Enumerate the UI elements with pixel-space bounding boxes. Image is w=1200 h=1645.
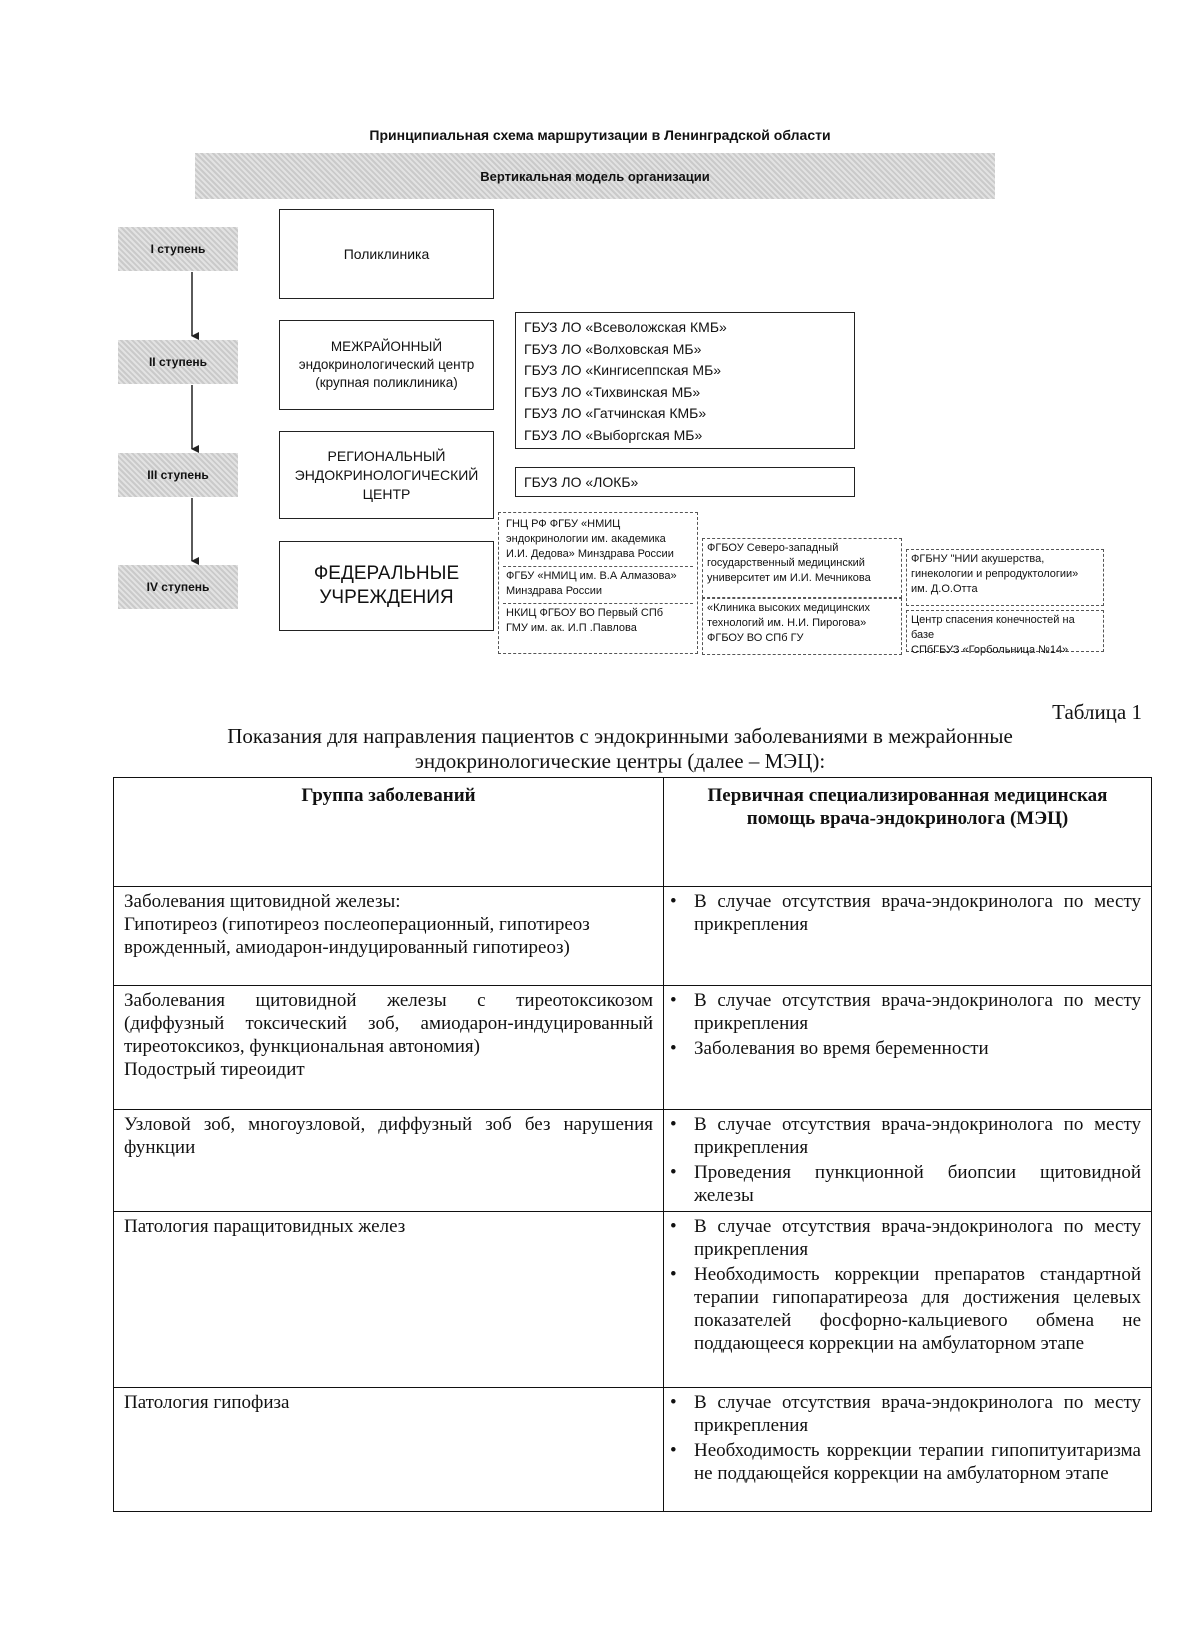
indications-cell — [664, 887, 1152, 986]
federal-org-line: Центр спасения конечностей на базе — [911, 614, 1075, 641]
federal-org-line: государственный медицинский — [707, 557, 865, 569]
level-2-line-3: (крупная поликлиника) — [315, 375, 458, 390]
federal-org-line: ГНЦ РФ ФГБУ «НМИЦ — [506, 518, 621, 530]
table-row — [114, 1388, 1152, 1512]
indication-item: • Заболевания во время беременности — [668, 1037, 1141, 1060]
step-label-1: I ступень — [118, 227, 238, 271]
federal-org-line: университет им И.И. Мечникова — [707, 572, 871, 584]
level-1-box — [279, 209, 494, 299]
federal-org-line: ФГБНУ "НИИ акушерства, — [911, 553, 1045, 565]
disease-group-text: Заболевания щитовидной железы с тиреотоксикозом (диффузный токсический зоб, амиодарон-индуцированный тиреотоксикоз, функциональная автономия) — [124, 990, 653, 1057]
step-label-3: III ступень — [118, 453, 238, 497]
indication-item: • Необходимость коррекции терапии гипопитуитаризма не поддающейся коррекции на амбулаторном этапе — [668, 1439, 1141, 1485]
indication-item: • В случае отсутствия врача-эндокринолога по месту прикрепления — [668, 989, 1141, 1035]
indications-table — [113, 777, 1152, 1512]
level-3-line-1: РЕГИОНАЛЬНЫЙ — [327, 447, 446, 464]
federal-org-line: ФГБУ «НМИЦ им. В.А Алмазова» — [506, 570, 677, 582]
indication-item: • В случае отсутствия врача-эндокринолога по месту прикрепления — [668, 1113, 1141, 1159]
level-2-box — [279, 320, 494, 410]
level-4-box — [279, 541, 494, 631]
table-number: Таблица 1 — [1052, 700, 1142, 724]
indication-item: • Проведения пункционной биопсии щитовидной железы — [668, 1161, 1141, 1207]
disease-group-text: Патология гипофиза — [124, 1392, 290, 1413]
indication-item: • В случае отсутствия врача-эндокринолога по месту прикрепления — [668, 890, 1141, 936]
federal-org — [906, 610, 1104, 656]
gbuz-list-box — [515, 312, 855, 449]
federal-org — [503, 515, 693, 567]
level-4-line-2: УЧРЕЖДЕНИЯ — [319, 587, 454, 608]
federal-org-line: технологий им. Н.И. Пирогова» — [707, 617, 867, 629]
disease-group-cell — [114, 887, 664, 986]
gbuz-item: ГБУЗ ЛО «Всеволожская КМБ» — [524, 319, 727, 335]
federal-org — [702, 538, 902, 598]
table-row — [114, 986, 1152, 1110]
level-3-line-2: ЭНДОКРИНОЛОГИЧЕСКИЙ — [294, 466, 479, 483]
federal-org-line: ФГБОУ Северо-западный — [707, 542, 839, 554]
disease-group-text: Патология паращитовидных желез — [124, 1216, 406, 1237]
step-label-2: II ступень — [118, 340, 238, 384]
table-caption — [140, 724, 1100, 774]
disease-group-cell — [114, 1110, 664, 1212]
indications-cell — [664, 1212, 1152, 1388]
level-4-line-1: ФЕДЕРАЛЬНЫЕ — [313, 563, 460, 584]
indication-item: • В случае отсутствия врача-эндокринолога по месту прикрепления — [668, 1391, 1141, 1437]
level-2-line-2: эндокринологический центр — [298, 357, 475, 372]
level-1-line: Поликлиника — [343, 246, 430, 262]
step-label-4: IV ступень — [118, 565, 238, 609]
table-row — [114, 887, 1152, 986]
federal-org-line: гинекологии и репродуктологии» — [911, 568, 1079, 580]
table-caption-line: эндокринологические центры (далее – МЭЦ): — [414, 749, 826, 773]
header-disease-group: Группа заболеваний — [114, 778, 664, 887]
table-header-row — [114, 778, 1152, 887]
gbuz-item: ГБУЗ ЛО «Волховская МБ» — [524, 340, 702, 357]
federal-org — [702, 598, 902, 655]
level-3-box — [279, 431, 494, 519]
disease-group-cell — [114, 1388, 664, 1512]
disease-group-text: Узловой зоб, многоузловой, диффузный зоб без нарушения функции — [124, 1114, 653, 1158]
federal-org — [503, 604, 693, 640]
federal-org — [503, 567, 693, 604]
indications-cell — [664, 986, 1152, 1110]
indication-item: • Необходимость коррекции препаратов стандартной терапии гипопаратиреоза для достижения целевых показателей фосфорно-кальциевого обмена не поддающееся коррекции на амбулаторном этапе — [668, 1263, 1141, 1355]
indications-cell — [664, 1110, 1152, 1212]
federal-org-line: эндокринологии им. академика — [506, 533, 666, 545]
disease-group-text: Гипотиреоз (гипотиреоз послеоперационный, гипотиреоз врожденный, амиодарон-индуцированный гипотиреоз) — [124, 914, 590, 958]
federal-org-line: Минздрава России — [506, 585, 602, 597]
table-caption-line: Показания для направления пациентов с эндокринными заболеваниями в межрайонные — [227, 724, 1013, 748]
federal-org-line: ФГБОУ ВО СПб ГУ — [707, 632, 804, 644]
indications-cell — [664, 1388, 1152, 1512]
gbuz-item: ГБУЗ ЛО «Тихвинская МБ» — [524, 383, 701, 400]
federal-org-line: И.И. Дедова» Минздрава России — [506, 548, 674, 560]
federal-org-line: ГМУ им. ак. И.П .Павлова — [506, 622, 637, 634]
disease-group-cell — [114, 986, 664, 1110]
scheme-title: Принципиальная схема маршрутизации в Ленинградской области — [369, 127, 831, 143]
level-3-line-3: ЦЕНТР — [362, 485, 411, 502]
level-2-line-1: МЕЖРАЙОННЫЙ — [330, 339, 443, 354]
federal-group-1 — [498, 512, 698, 654]
table-row — [114, 1110, 1152, 1212]
gbuz-item: ГБУЗ ЛО «Гатчинская КМБ» — [524, 405, 707, 421]
table-row — [114, 1212, 1152, 1388]
federal-org-line: СПбГБУЗ «Горбольница №14» — [911, 644, 1069, 656]
gbuz-item: ГБУЗ ЛО «Кингисеппская МБ» — [524, 362, 722, 378]
federal-org-line: НКИЦ ФГБОУ ВО Первый СПб — [506, 607, 664, 619]
federal-org-line: им. Д.О.Отта — [911, 583, 978, 595]
gbuz-item: ГБУЗ ЛО «Выборгская МБ» — [524, 426, 703, 443]
header-primary-care: Первичная специализированная медицинская помощь врача-эндокринолога (МЭЦ) — [664, 778, 1152, 887]
indication-item: • В случае отсутствия врача-эндокринолога по месту прикрепления — [668, 1215, 1141, 1261]
lokb-box: ГБУЗ ЛО «ЛОКБ» — [515, 467, 855, 497]
disease-group-text: Подострый тиреоидит — [124, 1059, 305, 1080]
disease-group-cell — [114, 1212, 664, 1388]
federal-org-line: «Клиника высоких медицинских — [707, 602, 871, 614]
federal-org — [906, 549, 1104, 606]
model-band-label: Вертикальная модель организации — [480, 168, 710, 184]
disease-group-text: Заболевания щитовидной железы: — [124, 891, 401, 912]
